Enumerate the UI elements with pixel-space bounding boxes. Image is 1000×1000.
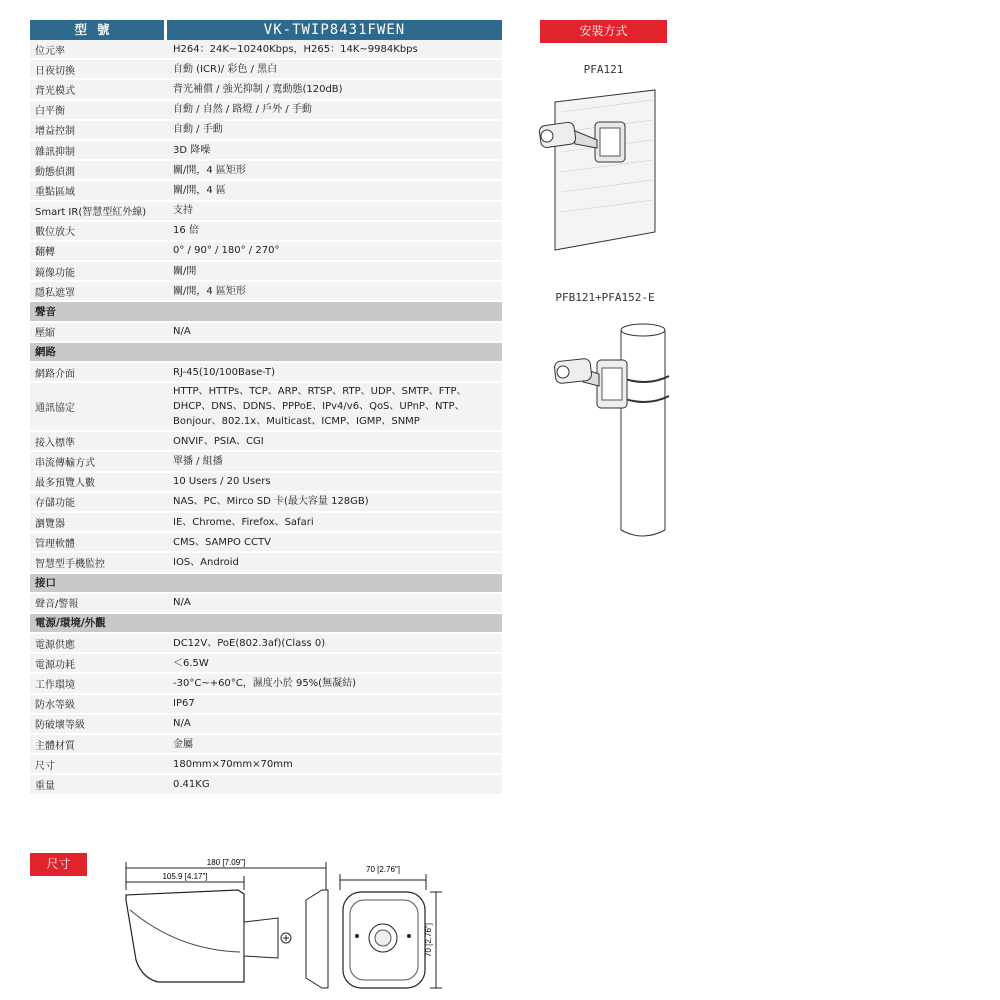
spec-value: NAS、PC、Mirco SD 卡(最大容量 128GB): [166, 493, 502, 511]
wall-mount-illustration: [535, 82, 675, 252]
spec-value: N/A: [166, 323, 502, 341]
spec-value: 自動 / 自然 / 路燈 / 戶外 / 手動: [166, 101, 502, 119]
spec-value: 0.41KG: [166, 775, 502, 793]
spec-value: 單播 / 組播: [166, 452, 502, 470]
spec-row: [30, 40, 502, 60]
spec-label: 防水等級: [30, 695, 166, 713]
spec-row: [30, 452, 502, 472]
spec-label: 存儲功能: [30, 493, 166, 511]
mounting-title: 安裝方式: [540, 20, 667, 43]
spec-label: 日夜切換: [30, 60, 166, 78]
spec-label: 網路介面: [30, 363, 166, 381]
spec-value: N/A: [166, 594, 502, 612]
spec-label: 通訊協定: [30, 383, 166, 430]
spec-value: IOS、Android: [166, 553, 502, 571]
spec-value: 關/開: [166, 262, 502, 280]
spec-value: 關/開，4 區: [166, 181, 502, 199]
spec-label: 防破壞等級: [30, 715, 166, 733]
spec-label: 背光模式: [30, 80, 166, 98]
spec-value: ONVIF、PSIA、CGI: [166, 432, 502, 450]
spec-row: [30, 513, 502, 533]
section-title: 網路: [30, 343, 502, 361]
spec-label: 壓縮: [30, 323, 166, 341]
spec-row: [30, 60, 502, 80]
dim-body-length: 105.9 [4.17"]: [162, 872, 208, 881]
spec-value: IP67: [166, 695, 502, 713]
spec-value: -30°C~+60°C，濕度小於 95%(無凝結): [166, 674, 502, 692]
spec-label: 重點區域: [30, 181, 166, 199]
spec-value: N/A: [166, 715, 502, 733]
spec-label: 電源功耗: [30, 654, 166, 672]
spec-row: [30, 533, 502, 553]
section-title: 聲音: [30, 302, 502, 320]
dimensions-title: 尺寸: [30, 853, 87, 876]
spec-row: [30, 323, 502, 343]
spec-row: [30, 715, 502, 735]
spec-row: [30, 654, 502, 674]
spec-label: 智慧型手機監控: [30, 553, 166, 571]
model-header-label: 型號: [30, 20, 164, 40]
spec-section-header: [30, 574, 502, 594]
spec-label: 數位放大: [30, 222, 166, 240]
spec-row: [30, 674, 502, 694]
spec-label: 白平衡: [30, 101, 166, 119]
wall-mount-name: PFA121: [583, 63, 624, 76]
spec-label: 主體材質: [30, 735, 166, 753]
spec-row: [30, 755, 502, 775]
pole-mount-illustration: [545, 318, 685, 548]
spec-label: 串流傳輸方式: [30, 452, 166, 470]
spec-row: [30, 735, 502, 755]
spec-row: [30, 383, 502, 432]
spec-row: [30, 282, 502, 302]
spec-label: 鏡像功能: [30, 262, 166, 280]
spec-value: 3D 降噪: [166, 141, 502, 159]
spec-label: Smart IR(智慧型紅外線): [30, 202, 166, 220]
spec-label: 雜訊抑制: [30, 141, 166, 159]
spec-label: 管理軟體: [30, 533, 166, 551]
spec-label: 增益控制: [30, 121, 166, 139]
spec-row: [30, 432, 502, 452]
spec-value: 10 Users / 20 Users: [166, 473, 502, 491]
section-title: 接口: [30, 574, 502, 592]
spec-value: HTTP、HTTPs、TCP、ARP、RTSP、RTP、UDP、SMTP、FTP、DHCP、DNS、DDNS、PPPoE、IPv4/v6、QoS、UPnP、NTP、Bonjour、802.1x、Multicast、ICMP、IGMP、SNMP: [166, 383, 502, 430]
spec-value: H264：24K~10240Kbps，H265：14K~9984Kbps: [166, 40, 502, 58]
spec-row: [30, 80, 502, 100]
section-title: 電源/環境/外觀: [30, 614, 502, 632]
spec-row: [30, 493, 502, 513]
dim-width: 70 [2.76"]: [366, 865, 400, 874]
spec-row: [30, 101, 502, 121]
spec-label: 最多預覽人數: [30, 473, 166, 491]
spec-row: [30, 594, 502, 614]
spec-label: 聲音/警報: [30, 594, 166, 612]
spec-label: 工作環境: [30, 674, 166, 692]
spec-value: IE、Chrome、Firefox、Safari: [166, 513, 502, 531]
spec-section-header: [30, 343, 502, 363]
model-name: VK-TWIP8431FWEN: [167, 20, 502, 40]
spec-value: 16 倍: [166, 222, 502, 240]
spec-value: RJ-45(10/100Base-T): [166, 363, 502, 381]
dim-total-length: 180 [7.09"]: [206, 858, 246, 867]
spec-label: 瀏覽器: [30, 513, 166, 531]
spec-label: 電源供應: [30, 634, 166, 652]
spec-row: [30, 242, 502, 262]
spec-label: 重量: [30, 775, 166, 793]
dim-height: 70 [2.76"]: [424, 923, 433, 957]
spec-section-header: [30, 302, 502, 322]
spec-row: [30, 553, 502, 573]
spec-row: [30, 262, 502, 282]
pole-mount-name: PFB121+PFA152-E: [555, 291, 655, 304]
spec-row: [30, 161, 502, 181]
spec-value: 自動 / 手動: [166, 121, 502, 139]
spec-label: 翻轉: [30, 242, 166, 260]
spec-row: [30, 363, 502, 383]
spec-value: 180mm×70mm×70mm: [166, 755, 502, 773]
spec-value: CMS、SAMPO CCTV: [166, 533, 502, 551]
spec-row: [30, 695, 502, 715]
spec-table-header: [30, 20, 502, 40]
spec-label: 隱私遮罩: [30, 282, 166, 300]
spec-value: ＜6.5W: [166, 654, 502, 672]
spec-value: 0° / 90° / 180° / 270°: [166, 242, 502, 260]
spec-table: [30, 40, 502, 796]
spec-label: 尺寸: [30, 755, 166, 773]
spec-row: [30, 222, 502, 242]
spec-value: 支持: [166, 202, 502, 220]
spec-value: 金屬: [166, 735, 502, 753]
spec-row: [30, 473, 502, 493]
spec-value: 關/開，4 區矩形: [166, 161, 502, 179]
spec-label: 動態偵測: [30, 161, 166, 179]
spec-value: 關/開，4 區矩形: [166, 282, 502, 300]
spec-section-header: [30, 614, 502, 634]
spec-row: [30, 181, 502, 201]
spec-row: [30, 634, 502, 654]
spec-value: DC12V、PoE(802.3af)(Class 0): [166, 634, 502, 652]
spec-value: 背光補償 / 強光抑制 / 寬動態(120dB): [166, 80, 502, 98]
spec-row: [30, 202, 502, 222]
spec-row: [30, 141, 502, 161]
spec-row: [30, 121, 502, 141]
dimension-drawing: [118, 850, 448, 1000]
spec-label: 接入標準: [30, 432, 166, 450]
spec-value: 自動 (ICR)/ 彩色 / 黑白: [166, 60, 502, 78]
spec-label: 位元率: [30, 40, 166, 58]
spec-row: [30, 775, 502, 795]
